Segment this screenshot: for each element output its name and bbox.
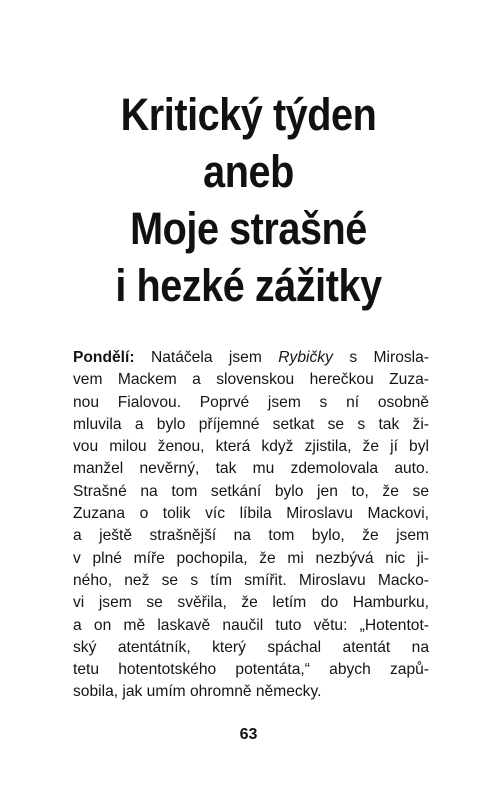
paragraph-line: [73, 347, 429, 369]
title-line-1: Kritický týden: [120, 89, 377, 140]
paragraph-line: ného, než se s tím smířit. Miroslavu Macko-: [73, 571, 429, 589]
paragraph-line: v plné míře pochopila, že mi nezbývá nic ji-: [73, 549, 429, 567]
body-paragraph: [73, 347, 429, 704]
paragraph-line: nou Fialovou. Poprvé jsem s ní osobně: [73, 393, 429, 411]
paragraph-line: vem Mackem a slovenskou herečkou Zuza-: [73, 371, 429, 389]
paragraph-line: a ještě strašnější na tom bylo, že jsem: [73, 527, 429, 545]
text-run: Natáčela jsem: [134, 349, 279, 366]
paragraph-line: sobila, jak umím ohromně německy.: [73, 683, 322, 701]
paragraph-line: a on mě laskavě naučil tuto větu: „Hotentot-: [73, 616, 429, 634]
film-title: Rybičky: [278, 349, 333, 366]
paragraph-line: mluvila a bylo příjemné setkat se s tak ži-: [73, 415, 429, 433]
title-line-4: i hezké zážitky: [115, 260, 382, 311]
chapter-title: [0, 86, 497, 314]
paragraph-line: vi jsem se svěřila, že letím do Hamburku,: [73, 594, 429, 612]
paragraph-line: manžel nevěrný, tak mu zdemolovala auto.: [73, 460, 429, 478]
title-line-3: Moje strašné: [130, 203, 367, 254]
day-label: Pondělí:: [73, 349, 135, 366]
paragraph-line: Strašné na tom setkání bylo jen to, že se: [73, 482, 429, 500]
title-line-2: aneb: [203, 146, 294, 197]
paragraph-line: ský atentátník, který spáchal atentát na: [73, 638, 429, 656]
paragraph-line: tetu hotentotského potentáta,“ abych zapů-: [73, 661, 429, 679]
paragraph-line: vou milou ženou, která když zjistila, že jí byl: [73, 438, 429, 456]
text-run: s Mirosla-: [332, 349, 429, 366]
paragraph-line: Zuzana o tolik víc líbila Miroslavu Mackovi,: [73, 505, 429, 523]
page-number: 63: [239, 726, 258, 743]
